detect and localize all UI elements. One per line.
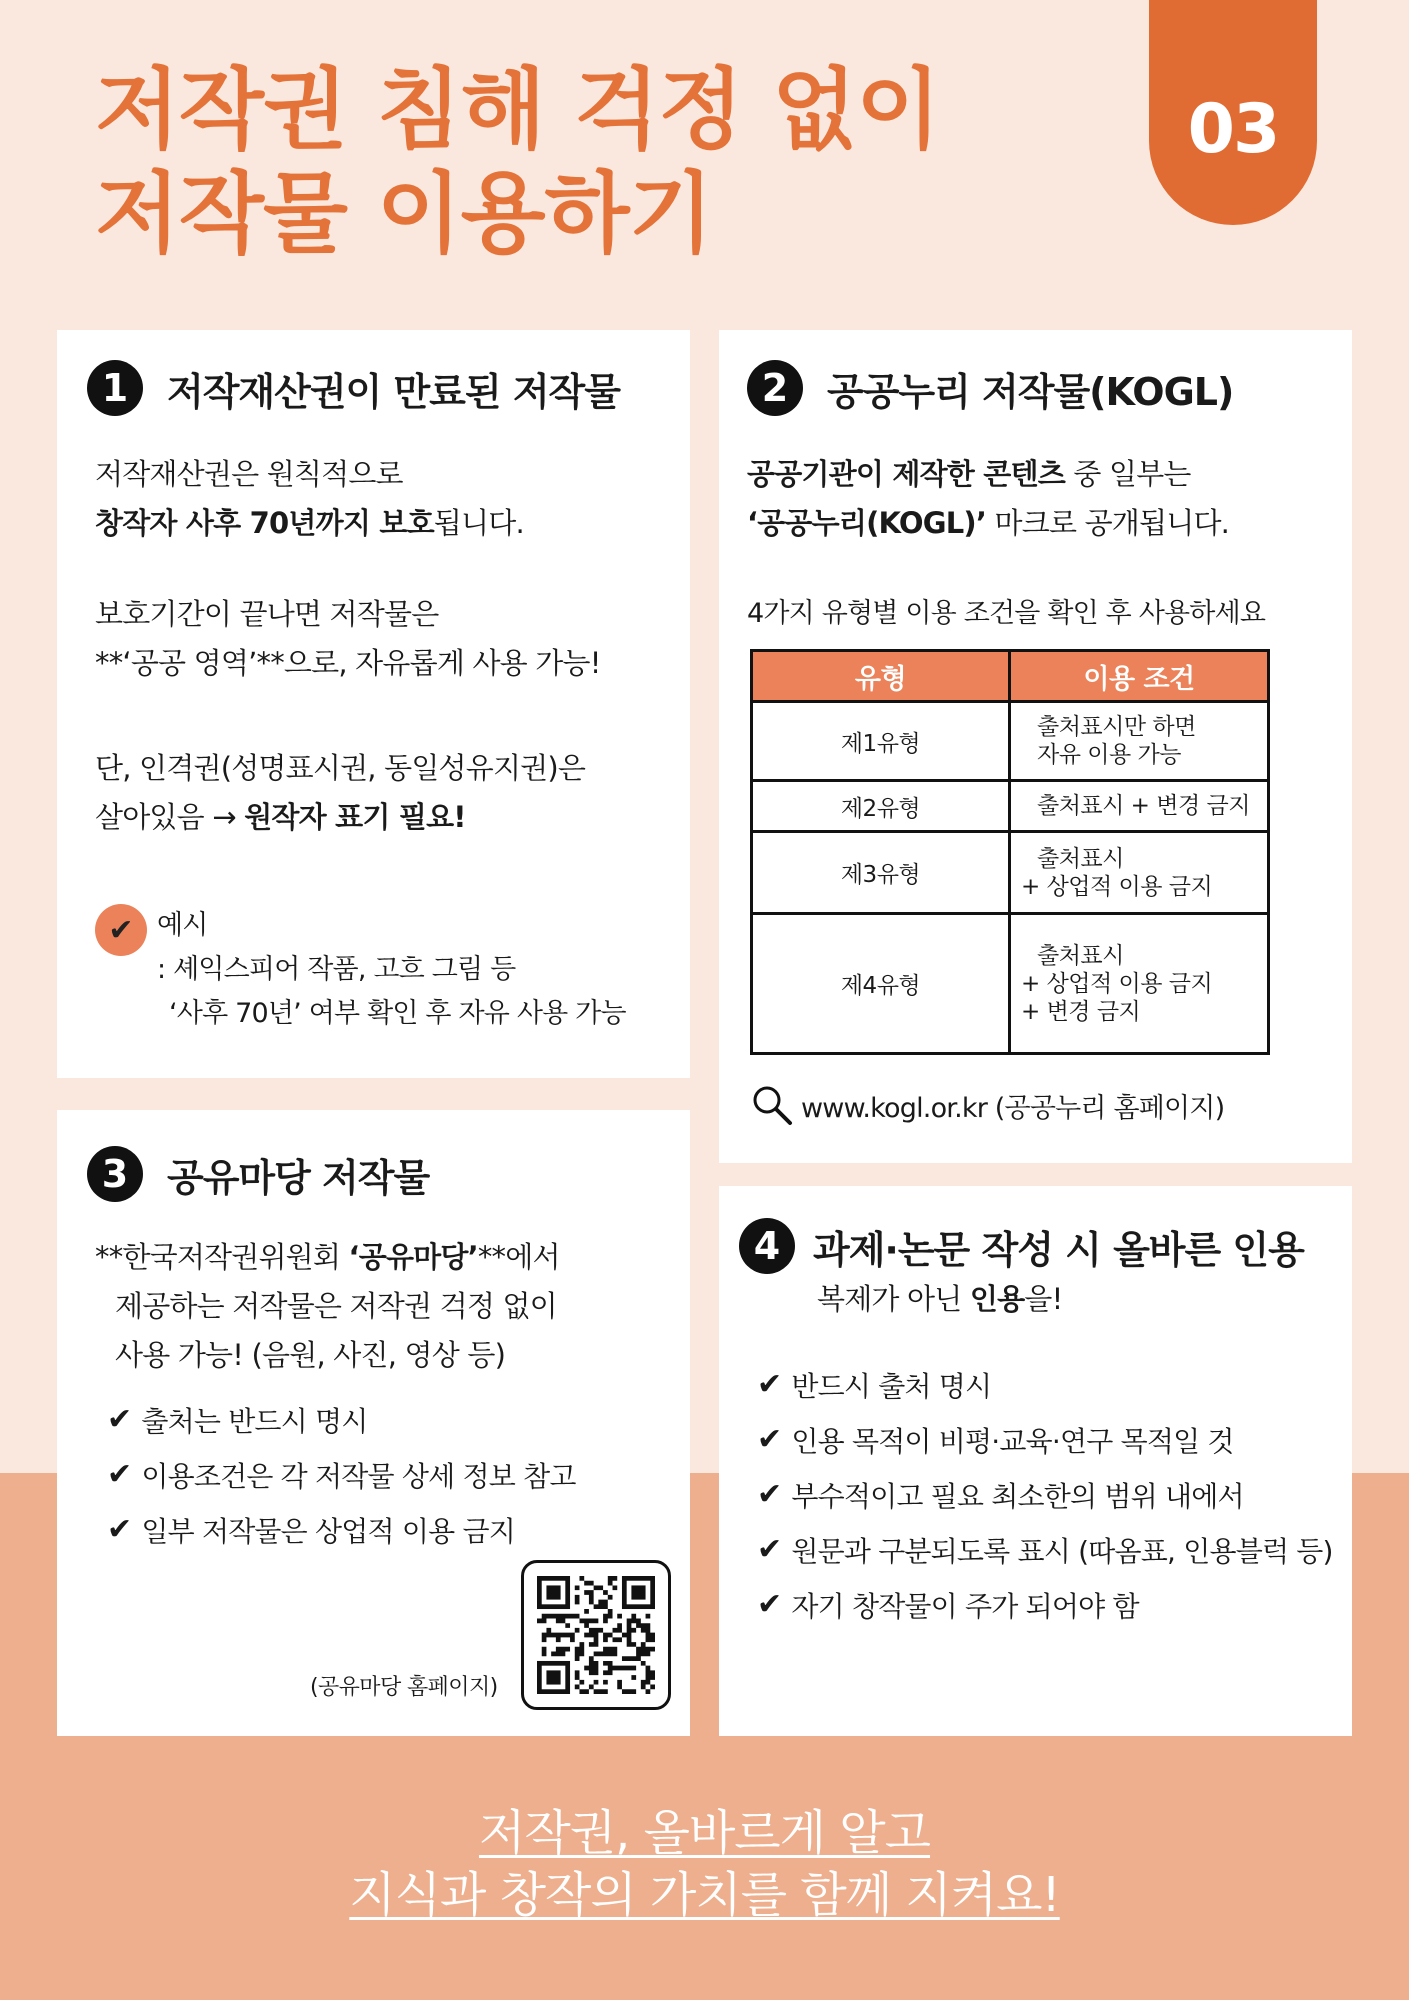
card-4-header: [739, 1218, 1304, 1274]
column-header-type: 유형: [752, 651, 1010, 702]
kogl-type-table: [750, 649, 1270, 1055]
card-expired-copyright: [57, 330, 690, 1078]
column-header-condition: 이용 조건: [1010, 651, 1269, 702]
card-2-paragraph-2: 4가지 유형별 이용 조건을 확인 후 사용하세요: [747, 598, 1266, 629]
kogl-website-text: www.kogl.or.kr (공공누리 홈페이지): [801, 1092, 1225, 1124]
card-3-header: [87, 1146, 429, 1202]
card-1-paragraph-1: 저작재산권은 원칙적으로 창작자 사후 70년까지 보호됩니다.: [95, 457, 524, 540]
list-item: ✔ 부수적이고 필요 최소한의 범위 내에서: [757, 1477, 1244, 1513]
card-1-paragraph-3: 단, 인격권(성명표시권, 동일성유지권)은 살아있음 → 원작자 표기 필요!: [95, 751, 586, 834]
table-row: [752, 781, 1269, 832]
search-icon: [751, 1084, 793, 1126]
table-cell-condition: 출처표시만 하면 자유 이용 가능: [1010, 702, 1269, 781]
table-cell-type: 제4유형: [752, 914, 1010, 1054]
card-4-number: 4: [739, 1218, 795, 1274]
card-citation: [719, 1186, 1352, 1736]
card-gongu: [57, 1110, 690, 1736]
footer-line-2: 지식과 창작의 가치를 함께 지켜요!: [349, 1867, 1060, 1923]
card-2-title: 공공누리 저작물(KOGL): [827, 369, 1234, 414]
card-2-number: 2: [747, 360, 803, 416]
qr-code[interactable]: [521, 1560, 671, 1710]
card-2-header: [747, 360, 1233, 416]
check-circle-icon: ✔: [95, 904, 147, 956]
kogl-website-link[interactable]: [751, 1084, 1224, 1126]
list-item: ✔ 자기 창작물이 주가 되어야 함: [757, 1587, 1139, 1623]
table-row: [752, 702, 1269, 781]
checkmark-icon: ✔: [107, 1457, 132, 1492]
footer-slogan: [0, 1802, 1409, 1926]
card-3-title: 공유마당 저작물: [167, 1155, 430, 1200]
card-1-number: 1: [87, 360, 143, 416]
table-row: [752, 832, 1269, 914]
card-3-paragraph: **한국저작권위원회 ‘공유마당’**에서 제공하는 저작물은 저작권 걱정 없이 사용 가능! (음원, 사진, 영상 등): [95, 1240, 560, 1372]
card-2-paragraph-1: 공공기관이 제작한 콘텐츠 중 일부는 ‘공공누리(KOGL)’ 마크로 공개됩니다.: [747, 457, 1230, 540]
checkmark-icon: ✔: [757, 1477, 782, 1512]
checkmark-icon: ✔: [107, 1512, 132, 1547]
card-4-subtitle: 복제가 아닌 인용을!: [817, 1282, 1063, 1316]
page-title: [95, 58, 940, 266]
footer-line-1: 저작권, 올바르게 알고: [478, 1805, 931, 1861]
list-item: ✔ 반드시 출처 명시: [757, 1367, 992, 1403]
card-1-title: 저작재산권이 만료된 저작물: [167, 369, 620, 414]
card-3-check-list: [107, 1392, 576, 1557]
qr-caption: (공유마당 홈페이지): [310, 1675, 498, 1700]
title-line-1: 저작권 침해 걱정 없이: [95, 58, 940, 161]
card-1-header: [87, 360, 620, 416]
checkmark-icon: ✔: [757, 1422, 782, 1457]
list-item: ✔ 이용조건은 각 저작물 상세 정보 참고: [107, 1457, 576, 1493]
card-4-title: 과제·논문 작성 시 올바른 인용: [813, 1227, 1304, 1272]
table-cell-condition: 출처표시 + 변경 금지: [1010, 781, 1269, 832]
card-1-example: 예시 : 셰익스피어 작품, 고흐 그림 등 ‘사후 70년’ 여부 확인 후 자유 사용 가능: [157, 910, 626, 1029]
checkmark-icon: ✔: [107, 1402, 132, 1437]
checkmark-icon: ✔: [757, 1587, 782, 1622]
table-cell-condition: 출처표시 + 상업적 이용 금지: [1010, 832, 1269, 914]
checkmark-icon: ✔: [757, 1367, 782, 1402]
table-cell-type: 제1유형: [752, 702, 1010, 781]
table-cell-condition: 출처표시 + 상업적 이용 금지 + 변경 금지: [1010, 914, 1269, 1054]
table-cell-type: 제3유형: [752, 832, 1010, 914]
title-line-2: 저작물 이용하기: [95, 162, 713, 265]
checkmark-icon: ✔: [757, 1532, 782, 1567]
qr-code-icon: [537, 1576, 655, 1694]
card-1-paragraph-2: 보호기간이 끝나면 저작물은 **‘공공 영역’**으로, 자유롭게 사용 가능!: [95, 597, 601, 680]
list-item: ✔ 출처는 반드시 명시: [107, 1402, 368, 1438]
list-item: ✔ 원문과 구분되도록 표시 (따옴표, 인용블럭 등): [757, 1532, 1333, 1568]
table-header-row: [752, 651, 1269, 702]
list-item: ✔ 일부 저작물은 상업적 이용 금지: [107, 1512, 515, 1548]
table-row: [752, 914, 1269, 1054]
list-item: ✔ 인용 목적이 비평·교육·연구 목적일 것: [757, 1422, 1234, 1458]
section-number-badge: 03: [1149, 0, 1317, 225]
card-3-number: 3: [87, 1146, 143, 1202]
table-cell-type: 제2유형: [752, 781, 1010, 832]
card-4-check-list: [757, 1357, 1333, 1632]
card-kogl: [719, 330, 1352, 1163]
